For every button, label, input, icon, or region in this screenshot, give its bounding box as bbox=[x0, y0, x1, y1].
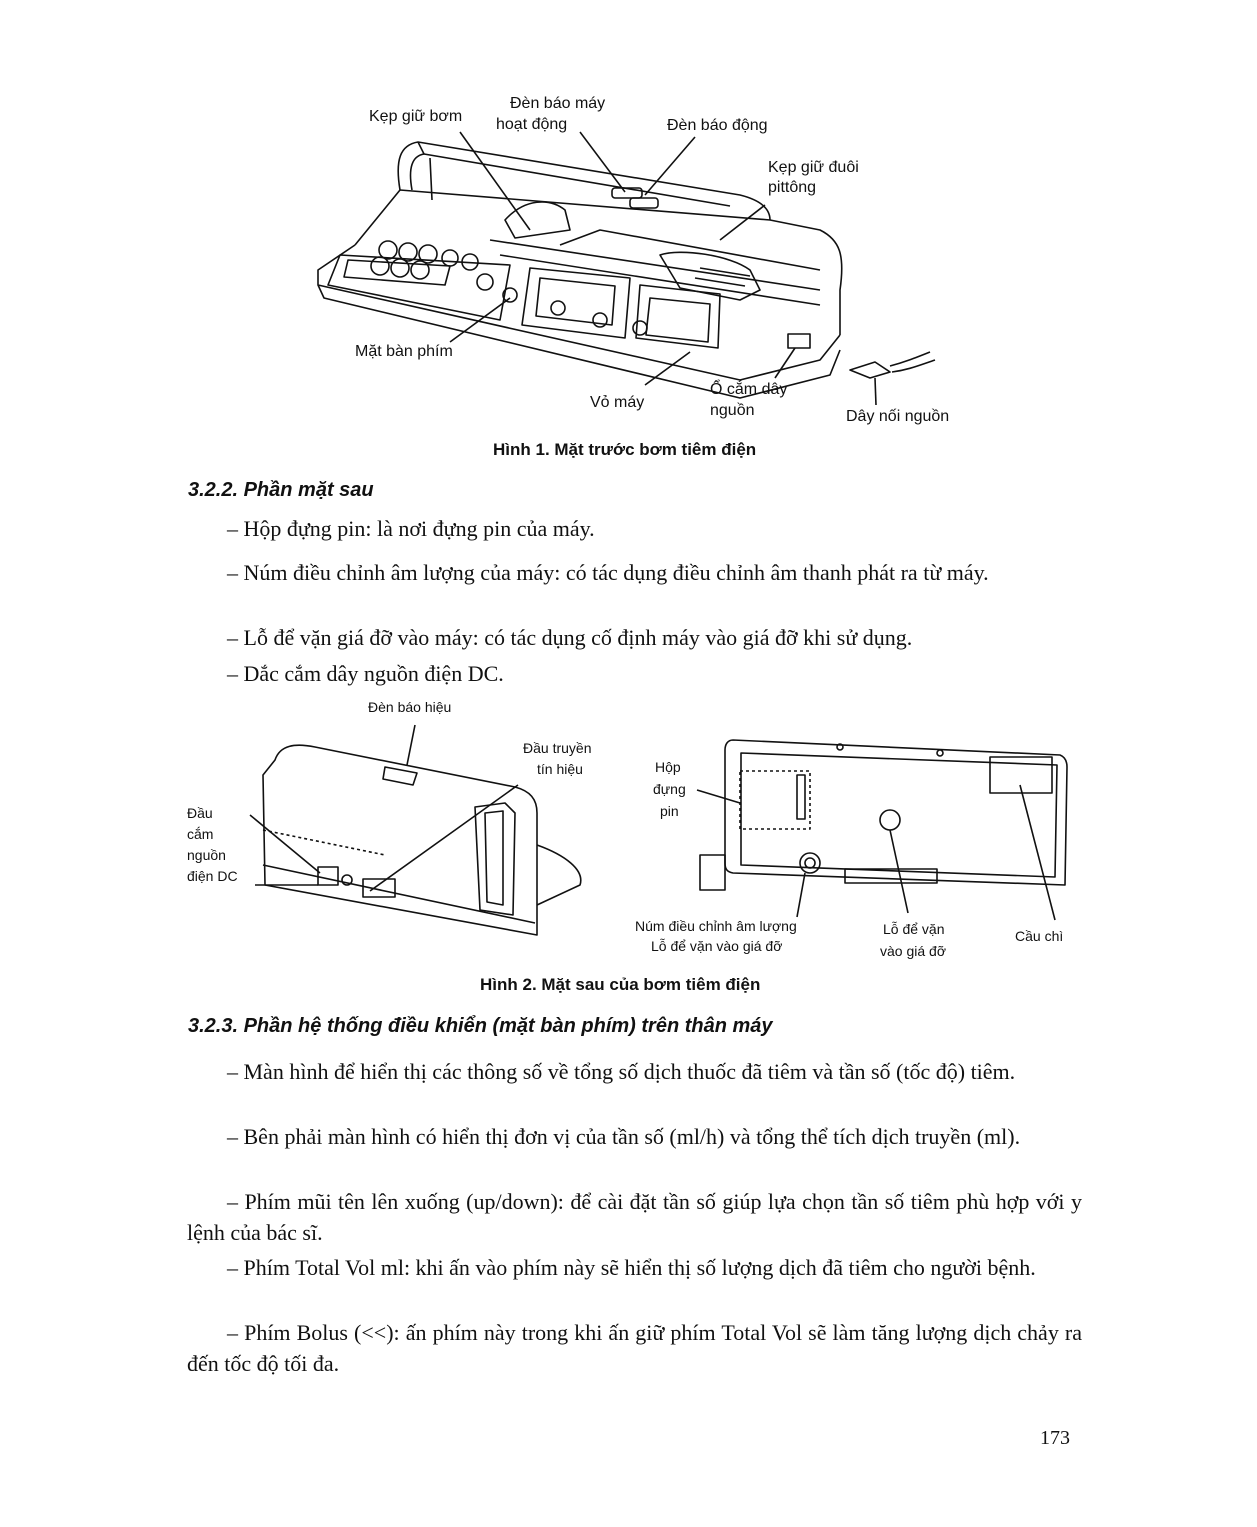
label-lo-de-van-gia-do: Lỗ để vặn vào giá đỡ bbox=[651, 938, 783, 954]
label-dau-cam-line3: nguồn bbox=[187, 847, 226, 863]
section-322-item-2: – Núm điều chỉnh âm lượng của máy: có tác dụng điều chỉnh âm thanh phát ra từ máy. bbox=[227, 560, 989, 585]
section-323-item-5: – Phím Bolus (<<): ấn phím này trong khi ấn giữ phím Total Vol sẽ làm tăng lượng dịch chảy ra đến tốc độ tối đa. bbox=[187, 1320, 1082, 1376]
label-cau-chi: Cầu chì bbox=[1015, 928, 1064, 944]
label-kep-giu-duoi-line2: pittông bbox=[768, 179, 817, 196]
figure-2-caption: Hình 2. Mặt sau của bơm tiêm điện bbox=[480, 975, 761, 994]
section-322-item-4: – Dắc cắm dây nguồn điện DC. bbox=[227, 661, 504, 686]
section-323-item-1: – Màn hình để hiển thị các thông số về tổng số dịch thuốc đã tiêm và tần số (tốc độ) tiêm. bbox=[227, 1059, 1016, 1084]
label-mat-ban-phim: Mặt bàn phím bbox=[355, 343, 453, 360]
label-vo-may: Vỏ máy bbox=[590, 394, 645, 411]
label-o-cam-day-line2: nguồn bbox=[710, 402, 755, 419]
label-dau-cam-line1: Đầu bbox=[187, 805, 213, 821]
label-den-bao-may-line1: Đèn báo máy bbox=[510, 95, 606, 112]
label-dau-cam-line4: điện DC bbox=[187, 868, 238, 884]
figure-1-caption: Hình 1. Mặt trước bơm tiêm điện bbox=[493, 440, 757, 459]
label-den-bao-may-line2: hoạt động bbox=[496, 116, 568, 133]
label-day-noi-nguon: Dây nối nguồn bbox=[846, 408, 950, 425]
label-lo-de-van-line1: Lỗ để vặn bbox=[883, 921, 945, 937]
label-dau-truyen-line2: tín hiệu bbox=[537, 761, 583, 777]
label-num-dieu-chinh: Núm điều chỉnh âm lượng bbox=[635, 918, 797, 934]
section-322-item-1: – Hộp đựng pin: là nơi đựng pin của máy. bbox=[227, 516, 595, 541]
label-hop-dung-line2: đựng bbox=[653, 781, 686, 797]
page-number: 173 bbox=[1040, 1427, 1070, 1449]
label-o-cam-day-line1: Ổ cắm dây bbox=[710, 381, 788, 398]
label-dau-truyen-line1: Đầu truyền bbox=[523, 740, 592, 756]
label-lo-de-van-line2: vào giá đỡ bbox=[880, 943, 947, 959]
label-den-bao-dong: Đèn báo động bbox=[667, 117, 768, 134]
section-323-heading: 3.2.3. Phần hệ thống điều khiển (mặt bàn phím) trên thân máy bbox=[188, 1015, 773, 1037]
label-hop-dung-line1: Hộp bbox=[655, 759, 681, 775]
label-den-bao-hieu: Đèn báo hiệu bbox=[368, 699, 452, 715]
section-323-item-3: – Phím mũi tên lên xuống (up/down): để cài đặt tần số giúp lựa chọn tần số tiêm phù hợp với y lệnh của bác sĩ. bbox=[187, 1189, 1082, 1245]
label-kep-giu-duoi-line1: Kẹp giữ đuôi bbox=[768, 159, 859, 176]
section-323-item-2: – Bên phải màn hình có hiển thị đơn vị của tần số (ml/h) và tổng thể tích dịch truyền (ml). bbox=[227, 1124, 1021, 1149]
figure-2-syringe-pump-back bbox=[185, 695, 1085, 970]
section-322-item-3: – Lỗ để vặn giá đỡ vào máy: có tác dụng cố định máy vào giá đỡ khi sử dụng. bbox=[227, 625, 913, 650]
section-322-heading: 3.2.2. Phần mặt sau bbox=[188, 479, 374, 501]
label-dau-cam-line2: cắm bbox=[187, 826, 214, 842]
figure-1-drawing bbox=[300, 80, 1000, 440]
section-323-item-4: – Phím Total Vol ml: khi ấn vào phím này sẽ hiển thị số lượng dịch đã tiêm cho người bệnh. bbox=[227, 1255, 1036, 1280]
figure-1-syringe-pump-front bbox=[300, 80, 1000, 440]
label-kep-giu-bom: Kẹp giữ bơm bbox=[369, 108, 463, 125]
label-hop-dung-line3: pin bbox=[660, 803, 679, 819]
